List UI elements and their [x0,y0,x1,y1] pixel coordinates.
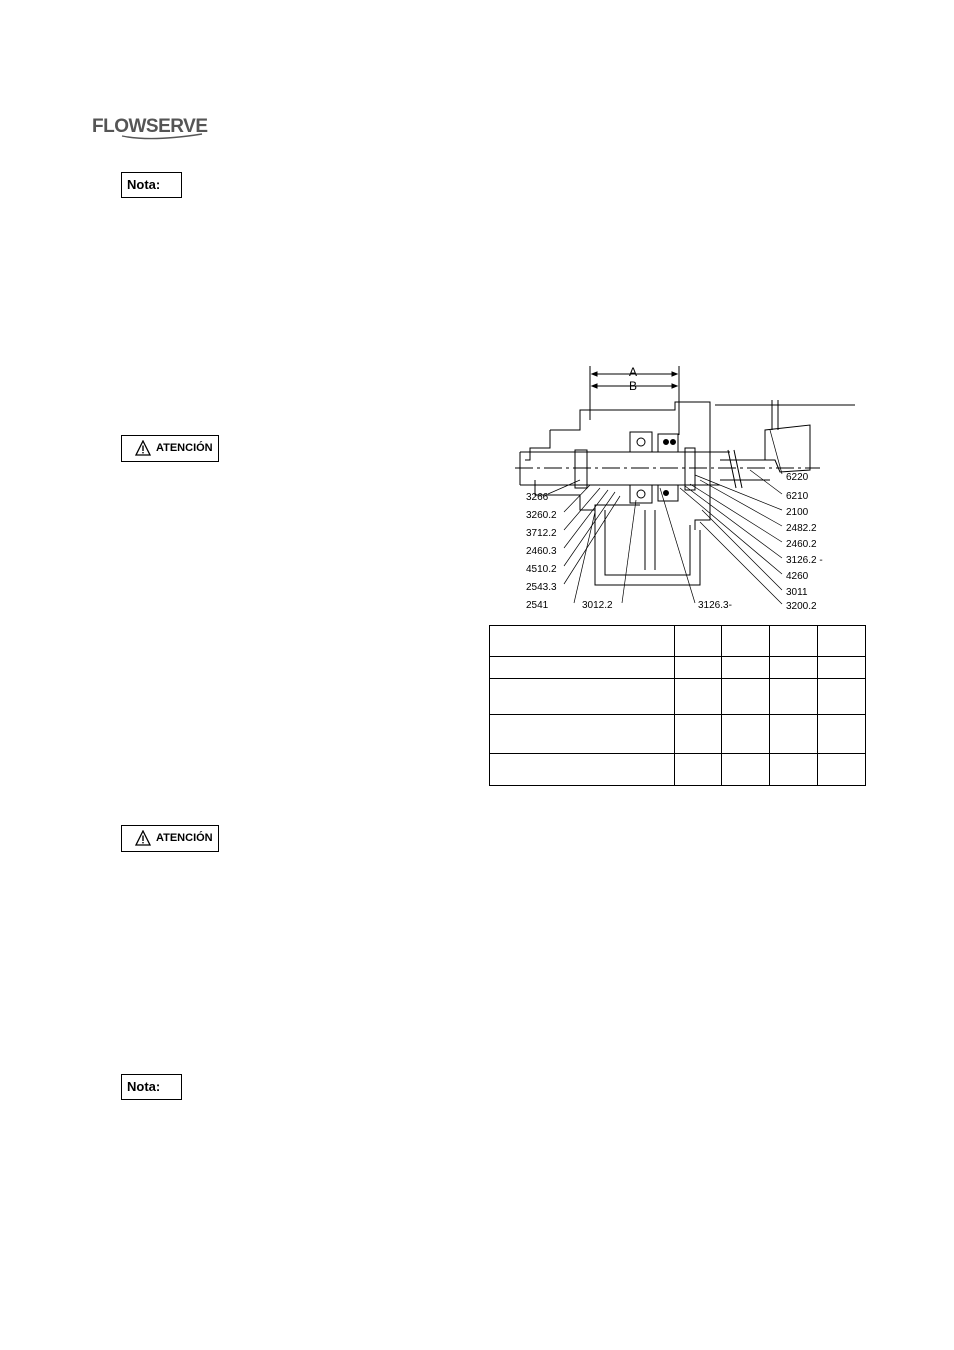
part-label: 3200.2 [786,601,817,612]
table-cell [770,754,818,786]
warning-triangle-icon [135,440,151,456]
part-label: 2460.2 [786,539,817,550]
table-cell [818,626,866,657]
warning-label: ATENCIÓN [156,832,213,844]
table-cell [770,679,818,715]
warning-label-box [121,435,219,462]
dimensions-table [489,625,866,786]
part-label: 2100 [786,507,809,518]
part-label: 4260 [786,571,809,582]
part-label: 3012.2 [582,600,613,611]
table-cell [674,715,722,754]
part-label: 6220 [786,472,809,483]
bearing-cross-section-figure [490,360,870,620]
note-label-box [121,1074,182,1100]
table-row [490,715,866,754]
cross-section-drawing [490,360,870,620]
part-label: 3126.3- [698,600,732,611]
table-row [490,754,866,786]
table-cell [770,657,818,679]
table-cell [490,679,675,715]
table-cell [818,657,866,679]
table-cell [770,626,818,657]
table-row [490,657,866,679]
table-row [490,679,866,715]
table-row [490,626,866,657]
table-cell [490,754,675,786]
table-cell [490,626,675,657]
part-label: 3126.2 - [786,555,823,566]
table-cell [818,754,866,786]
table-cell [674,679,722,715]
part-label: 3260.2 [526,510,557,521]
table-cell [770,715,818,754]
table-cell [722,715,770,754]
note-label: Nota: [127,177,161,192]
dimension-b-label: B [629,379,638,393]
part-label: 2460.3 [526,546,557,557]
note-label-box [121,172,182,198]
table-cell [818,679,866,715]
part-label: 3712.2 [526,528,557,539]
table-cell [674,754,722,786]
part-label: 2541 [526,600,549,611]
table-cell [722,754,770,786]
warning-label-box [121,825,219,852]
part-label: 4510.2 [526,564,557,575]
part-label: 2482.2 [786,523,817,534]
table-cell [490,657,675,679]
table-cell [722,657,770,679]
table-cell [674,657,722,679]
warning-label: ATENCIÓN [156,442,213,454]
warning-triangle-icon [135,830,151,846]
part-label: 2543.3 [526,582,557,593]
table-cell [674,626,722,657]
table-cell [722,626,770,657]
table-cell [722,679,770,715]
note-label: Nota: [127,1079,161,1094]
dimension-a-label: A [629,365,638,379]
flowserve-logo [92,112,212,142]
part-label: 3011 [786,587,808,598]
table-cell [490,715,675,754]
part-label: 6210 [786,491,809,502]
logo-text: FLOWSERVE [92,116,208,137]
part-label: 3266 [526,492,549,503]
table-cell [818,715,866,754]
